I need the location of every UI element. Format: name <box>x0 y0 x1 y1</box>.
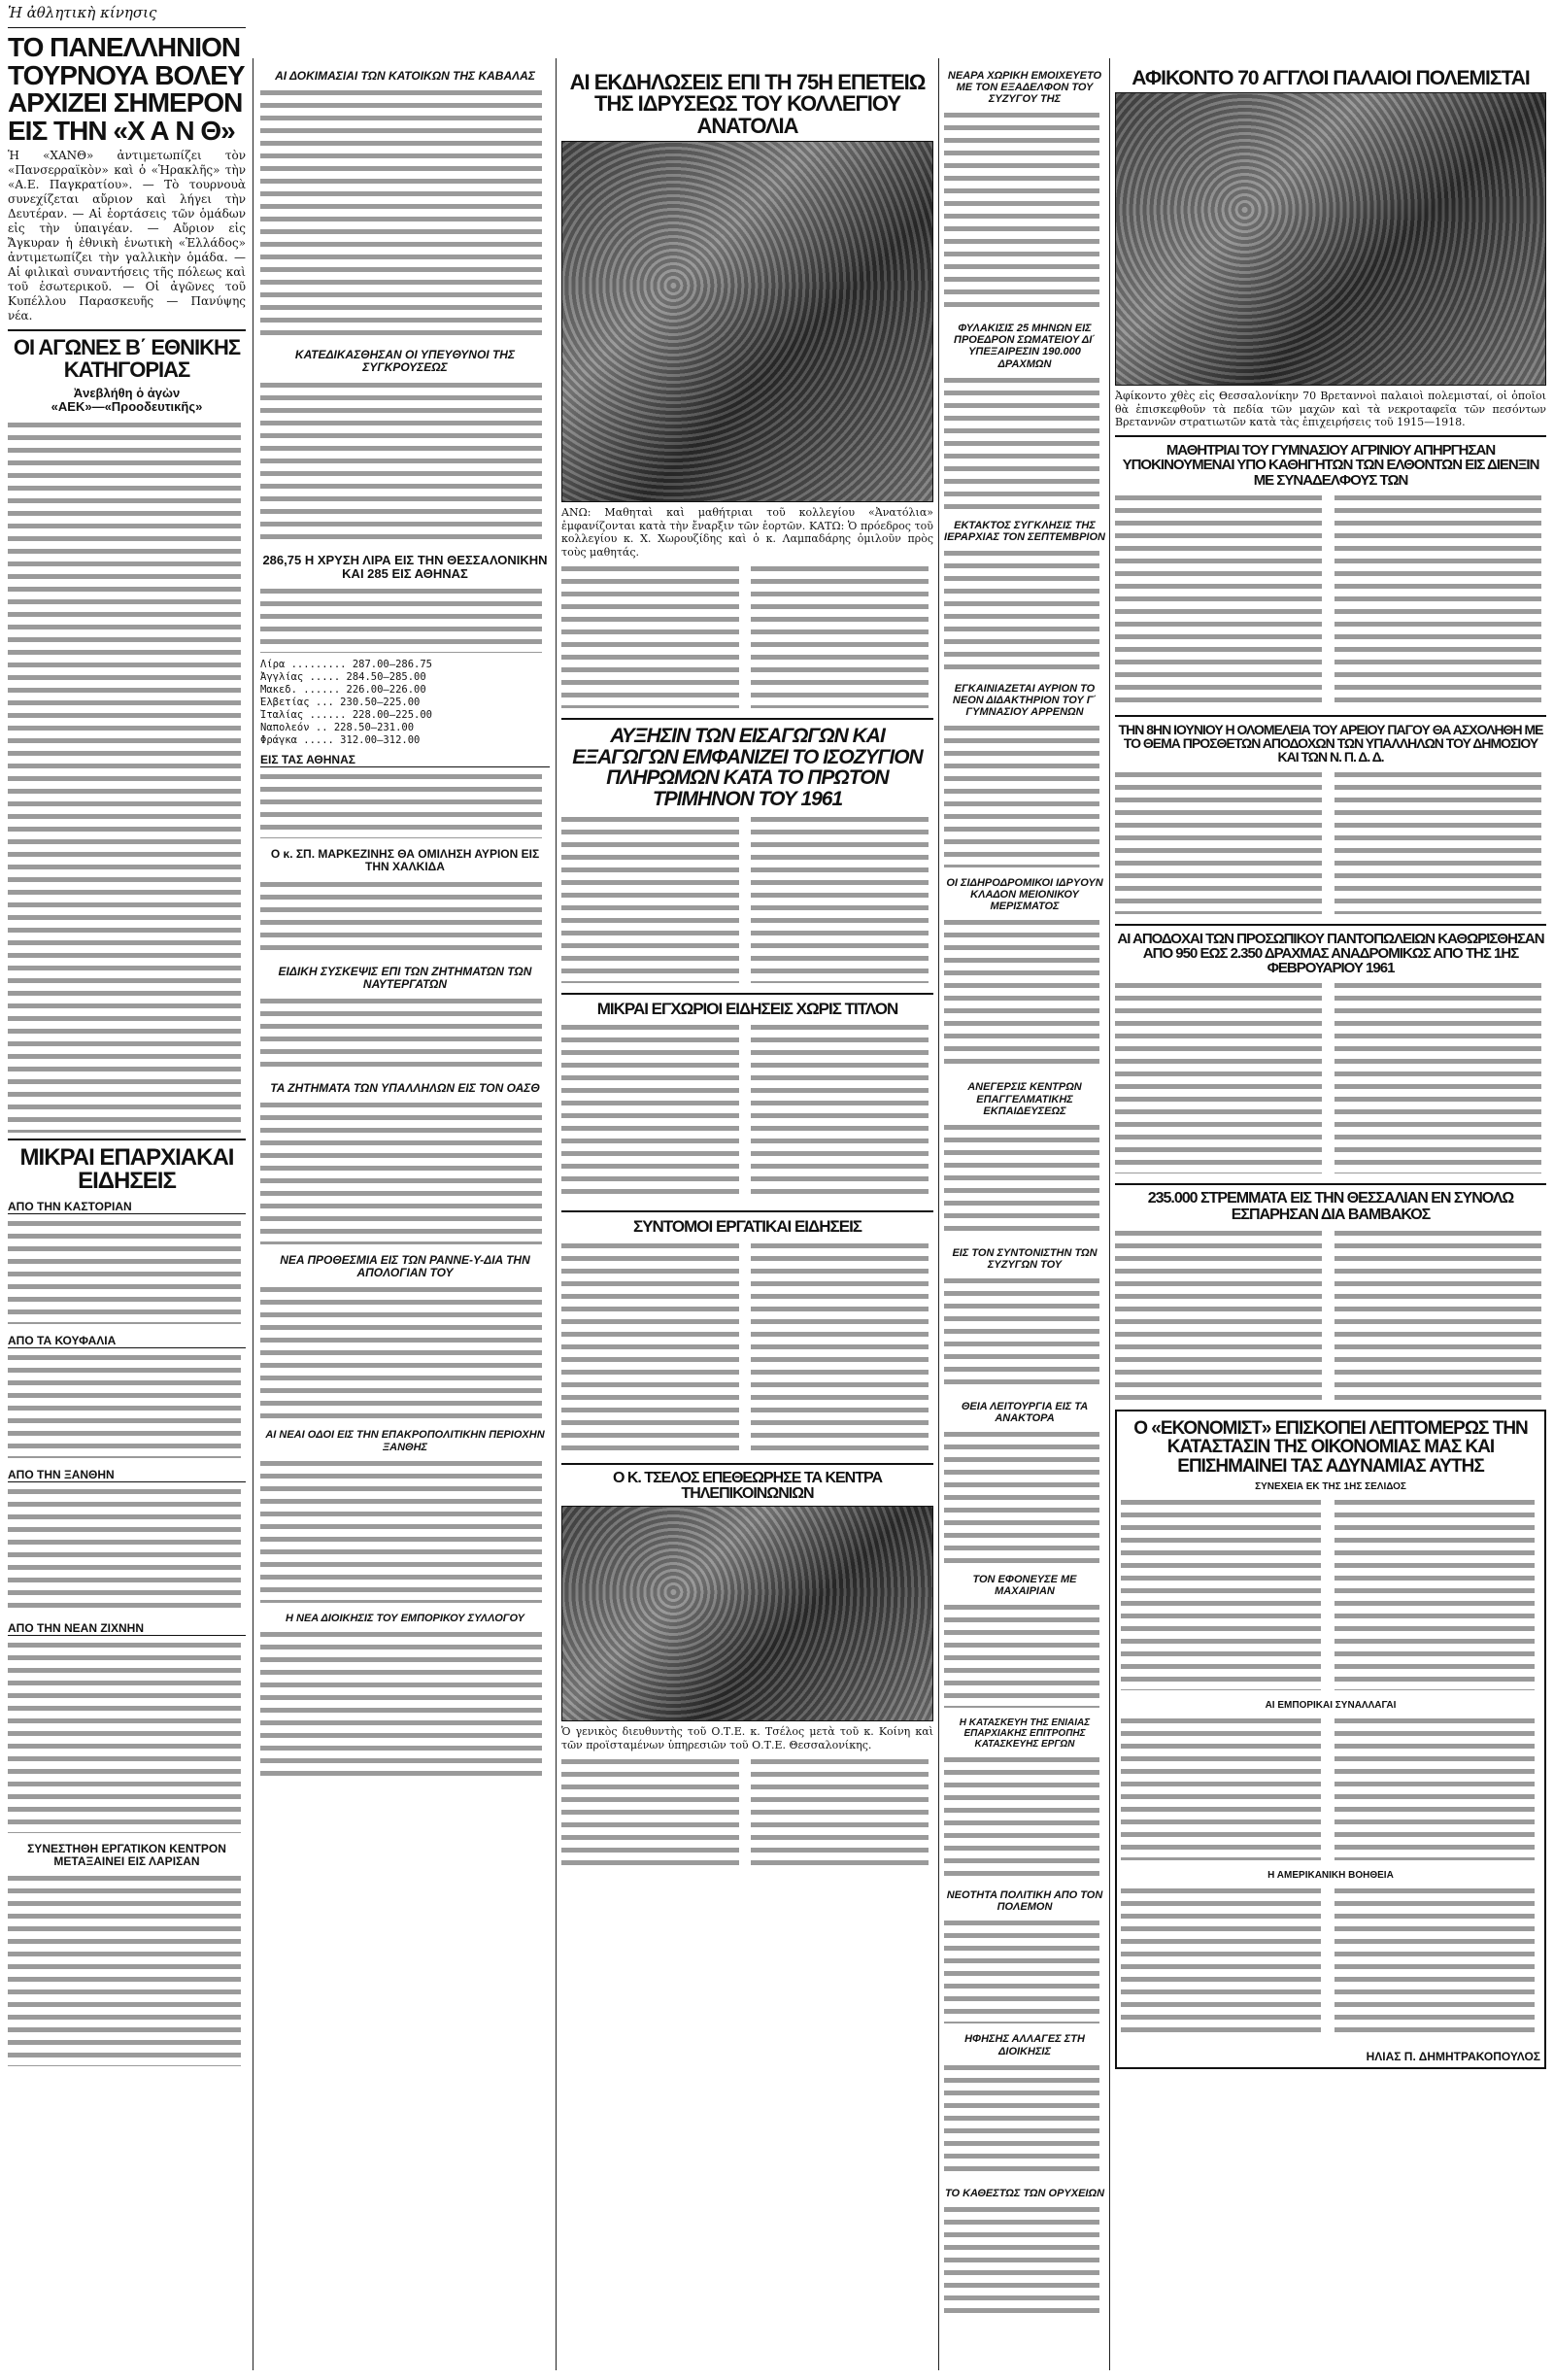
price-row: Ναπολεόν .. 228.50—231.00 <box>260 722 415 734</box>
text-lines <box>260 878 550 956</box>
headline-areios-pagos: ΤΗΝ 8ΗΝ ΙΟΥΝΙΟΥ Η ΟΛΟΜΕΛΕΙΑ ΤΟΥ ΑΡΕΙΟΥ ΠΑΓΟΥ ΘΑ ΑΣΧΟΛΗΘΗ ΜΕ ΤΟ ΘΕΜΑ ΠΡΟΣΘΕΤΩΝ ΑΠΟΔΟΧΩΝ ΤΩΝ ΥΠΑΛΛΗΛΩΝ ΤΟΥ ΔΗΜΟΣΙΟΥ ΚΑΙ ΤΩΝ Ν. Π. Δ. Δ. <box>1118 721 1543 765</box>
headline-imports: ΑΥΞΗΣΙΝ ΤΩΝ ΕΙΣΑΓΩΓΩΝ ΚΑΙ ΕΞΑΓΩΓΩΝ ΕΜΦΑΝΙΖΕΙ ΤΟ ΙΣΟΖΥΓΙΟΝ ΠΛΗΡΩΜΩΝ ΚΑΤΑ ΤΟ ΠΡΩΤΟΝ ΤΡΙΜΗΝΟΝ ΤΟΥ 1961 <box>572 725 923 810</box>
headline-oasth: ΤΑ ΖΗΤΗΜΑΤΑ ΤΩΝ ΥΠΑΛΛΗΛΩΝ ΕΙΣ ΤΟΝ ΟΑΣΘ <box>270 1080 540 1095</box>
headline-tselos: Ο Κ. ΤΣΕΛΟΣ ΕΠΕΘΕΩΡΗΣΕ ΤΑ ΚΕΝΤΡΑ ΤΗΛΕΠΙΚΟΙΝΩΝΙΩΝ <box>612 1469 883 1502</box>
text-lines <box>944 1275 1105 1391</box>
byline-xanthi: ΑΠΟ ΤΗΝ ΞΑΝΘΗΝ <box>8 1468 246 1482</box>
headline-convicted: ΚΑΤΕΔΙΚΑΣΘΗΣΑΝ ΟΙ ΥΠΕΥΘΥΝΟΙ ΤΗΣ ΣΥΓΚΡΟΥΣΕΩΣ <box>294 348 516 375</box>
headline-hierarchy: ΕΚΤΑΚΤΟΣ ΣΥΓΚΛΗΣΙΣ ΤΗΣ ΙΕΡΑΡΧΙΑΣ ΤΟΝ ΣΕΠΤΕΜΒΡΙΟΝ <box>944 519 1105 543</box>
column-rule <box>938 58 939 2370</box>
lede-volley: Ἡ «ΧΑΝΘ» ἀντιμετωπίζει τὸν «Πανσερραϊκὸν» καὶ ὁ «Ἡρακλῆς» τὴν «Α.Ε. Παγκρατίου». — Τὸ τουρνουὰ συνεχίζεται αὔριον καὶ λήγει τὴν Δευτέραν. — Αἱ ἑορτάσεις τῶν ὁμάδων εἰς τὴν ὑπαιγέαν. — Αὔριον εἰς Ἄγκυραν ἡ ἐθνικὴ ἑνωτικὴ «Ἑλλάδος» ἀντιμετωπίζει τὴν γαλλικὴν ὁμάδα. — Αἱ φιλικαὶ συναντήσεις τῆς πόλεως καὶ τοῦ ἐσωτερικοῦ. — Οἱ ἀγῶνες τοῦ Κυπέλλου Παρασκευῆς — Πανύψης νέα. <box>8 149 246 323</box>
headline-kavala: ΑΙ ΔΟΚΙΜΑΣΙΑΙ ΤΩΝ ΚΑΤΟΙΚΩΝ ΤΗΣ ΚΑΒΑΛΑΣ <box>275 69 535 83</box>
text-lines <box>1121 1885 1538 2040</box>
text-lines <box>561 1021 933 1201</box>
divider <box>561 718 933 720</box>
text-lines <box>944 2203 1105 2320</box>
text-lines <box>260 1283 550 1419</box>
headline-school: ΕΓΚΑΙΝΙΑΖΕΤΑΙ ΑΥΡΙΟΝ ΤΟ ΝΕΟΝ ΔΙΔΑΚΤΗΡΙΟΝ ΤΟΥ Γ΄ ΓΥΜΝΑΣΙΟΥ ΑΡΡΕΝΩΝ <box>952 682 1098 719</box>
headline-vocational: ΑΝΕΓΕΡΣΙΣ ΚΕΝΤΡΩΝ ΕΠΑΓΓΕΛΜΑΤΙΚΗΣ ΕΚΠΑΙΔΕΥΣΕΩΣ <box>967 1081 1082 1117</box>
photo-anatolia-students <box>561 141 933 502</box>
text-lines <box>561 813 933 983</box>
headline-anatolia: ΑΙ ΕΚΔΗΛΩΣΕΙΣ ΕΠΙ ΤΗ 75Η ΕΠΕΤΕΙΩ ΤΗΣ ΙΔΡΥΣΕΩΣ ΤΟΥ ΚΟΛΛΕΓΙΟΥ ΑΝΑΤΟΛΙΑ <box>569 70 926 138</box>
divider <box>1115 924 1546 926</box>
headline-knife: ΤΟΝ ΕΦΟΝΕΥΣΕ ΜΕ ΜΑΧΑΙΡΙΑΝ <box>972 1574 1077 1598</box>
divider <box>1115 1183 1546 1185</box>
headline-admin: ΗΦΗΣΗΣ ΑΛΛΑΓΕΣ ΣΤΗ ΔΙΟΙΚΗΣΙΣ <box>964 2033 1085 2057</box>
caption-anatolia: ΑΝΩ: Μαθηταὶ καὶ μαθήτριαι τοῦ κολλεγίου «Ἀνατόλια» ἐμφανίζονται κατὰ τὴν ἔναρξιν τῶν ἑορτῶν. ΚΑΤΩ: Ὁ πρόεδρος τοῦ κολλεγίου κ. Χ. Χωρουζίδης καὶ ὁ κ. Λαμπαδάρης ὁμιλοῦν πρὸς τοὺς μαθητάς. <box>561 506 933 559</box>
headline-adultery: ΝΕΑΡΑ ΧΩΡΙΚΗ ΕΜΟΙΧΕΥΕΤΟ ΜΕ ΤΟΝ ΕΞΑΔΕΛΦΟΝ ΤΟΥ ΣΥΖΥΓΟΥ ΤΗΣ <box>947 70 1102 106</box>
article-body <box>8 419 246 1133</box>
caption-veterans: Ἀφίκοντο χθὲς εἰς Θεσσαλονίκην 70 Βρεταννοὶ παλαιοὶ πολεμισταί, οἱ ὁποῖοι θὰ ἐπισκεφθοῦν τὰ πεδία τῶν μαχῶν καὶ τὰ νεκροταφεῖα τῶν πεσόντων Βρεταννῶν στρατιωτῶν κατὰ τὰς ἐπιχειρήσεις τοῦ 1915—1918. <box>1115 390 1546 429</box>
text-lines <box>8 1351 246 1458</box>
price-row: Ἰταλίας ...... 228.00—225.00 <box>260 709 433 722</box>
price-row: Ἀγγλίας ..... 284.50—285.00 <box>260 671 426 684</box>
byline-koufalia: ΑΠΟ ΤΑ ΚΟΥΦΑΛΙΑ <box>8 1334 246 1348</box>
text-lines <box>1115 1227 1546 1402</box>
section-kicker: Ἡ ἀθλητικὴ κίνησις <box>8 4 157 21</box>
byline-athens: ΕΙΣ ΤΑΣ ΑΘΗΝΑΣ <box>260 753 550 767</box>
headline-xanthi-roads: ΑΙ ΝΕΑΙ ΟΔΟΙ ΕΙΣ ΤΗΝ ΕΠΑΚΡΟΠΟΛΙΤΙΚΗΝ ΠΕΡΙΟΧΗΝ ΞΑΝΘΗΣ <box>265 1429 545 1453</box>
text-lines <box>260 1628 550 1784</box>
gold-price-table <box>260 659 550 747</box>
photo-tselos-group <box>561 1506 933 1721</box>
headline-cotton: 235.000 ΣΤΡΕΜΜΑΤΑ ΕΙΣ ΤΗΝ ΘΕΣΣΑΛΙΑΝ ΕΝ ΣΥΝΟΛΩ ΕΣΠΑΡΗΣΑΝ ΔΙΑ ΒΑΜΒΑΚΟΣ <box>1147 1190 1514 1223</box>
headline-mines: ΤΟ ΚΑΘΕΣΤΩΣ ΤΩΝ ΟΡΥΧΕΙΩΝ <box>944 2187 1105 2199</box>
subhead-continued: ΣΥΝΕΧΕΙΑ ΕΚ ΤΗΣ 1ΗΣ ΣΕΛΙΔΟΣ <box>1255 1481 1406 1493</box>
column-news-5 <box>1115 0 1546 2375</box>
text-lines <box>8 1485 246 1612</box>
text-lines <box>260 1099 550 1244</box>
headline-labour-news: ΣΥΝΤΟΜΟΙ ΕΡΓΑΤΙΚΑΙ ΕΙΔΗΣΕΙΣ <box>633 1217 861 1237</box>
headline-seamen: ΕΙΔΙΚΗ ΣΥΣΚΕΨΙΣ ΕΠΙ ΤΩΝ ΖΗΤΗΜΑΤΩΝ ΤΩΝ ΝΑΥΤΕΡΓΑΤΩΝ <box>278 964 532 991</box>
column-sports <box>8 0 246 2375</box>
headline-grocery-staff: ΑΙ ΑΠΟΔΟΧΑΙ ΤΩΝ ΠΡΟΣΩΠΙΚΟΥ ΠΑΝΤΟΠΩΛΕΙΩΝ ΚΑΘΩΡΙΣΘΗΣΑΝ ΑΠΟ 950 ΕΩΣ 2.350 ΔΡΑΧΜΑΣ ΑΝΑΔΡΟΜΙΚΩΣ ΑΠΟ ΤΗΣ 1ΗΣ ΦΕΒΡΟΥΑΡΙΟΥ 1961 <box>1117 930 1544 977</box>
text-lines <box>8 1217 246 1324</box>
author-signature: ΗΛΙΑΣ Π. ΔΗΜΗΤΡΑΚΟΠΟΥΛΟΣ <box>1366 2050 1540 2064</box>
headline-committee: Η ΚΑΤΑΣΚΕΥΗ ΤΗΣ ΕΝΙΑΙΑΣ ΕΠΑΡΧΙΑΚΗΣ ΕΠΙΤΡΟΠΗΣ ΚΑΤΑΣΚΕΥΗΣ ΕΡΓΩΝ <box>959 1717 1091 1751</box>
column-news-2 <box>260 0 550 2375</box>
text-lines <box>8 419 246 1133</box>
divider <box>561 1463 933 1465</box>
headline-youth: ΝΕΟΤΗΤΑ ΠΟΛΙΤΙΚΗ ΑΠΟ ΤΟΝ ΠΟΛΕΜΟΝ <box>946 1889 1103 1914</box>
headline-b-national: ΟΙ ΑΓΩΝΕΣ Β΄ ΕΘΝΙΚΗΣ ΚΑΤΗΓΟΡΙΑΣ <box>13 335 241 382</box>
headline-deadline: ΝΕΑ ΠΡΟΘΕΣΜΙΑ ΕΙΣ ΤΩΝ ΡΑΝΝΕ-Υ-ΔΙΑ ΤΗΝ ΑΠΟΛΟΓΙΑΝ ΤΟΥ <box>280 1253 530 1280</box>
text-lines <box>8 1639 246 1833</box>
byline-nea-zichni: ΑΠΟ ΤΗΝ ΝΕΑΝ ΖΙΧΝΗΝ <box>8 1621 246 1636</box>
text-lines <box>944 547 1105 673</box>
price-row: Ἑλβετίας ... 230.50—225.00 <box>260 697 421 709</box>
text-lines <box>944 374 1105 510</box>
text-lines <box>260 585 550 653</box>
text-lines <box>260 86 550 339</box>
caption-tselos: Ὁ γενικὸς διευθυντὴς τοῦ Ο.Τ.Ε. κ. Τσέλος μετὰ τοῦ κ. Κοίνη καὶ τῶν προϊσταμένων ὑπηρεσιῶν τοῦ Ο.Τ.Ε. Θεσσαλονίκης. <box>561 1725 933 1751</box>
text-lines <box>260 770 550 838</box>
divider <box>1115 435 1546 437</box>
headline-veterans: ΑΦΙΚΟΝΤΟ 70 ΑΓΓΛΟΙ ΠΑΛΑΙΟΙ ΠΟΛΕΜΙΣΤΑΙ <box>1132 67 1530 89</box>
text-lines <box>944 2061 1105 2178</box>
divider <box>8 1139 246 1140</box>
text-lines <box>944 1601 1105 1708</box>
text-lines <box>944 916 1105 1071</box>
text-lines <box>1115 768 1546 914</box>
divider <box>8 27 246 28</box>
text-lines <box>944 1753 1105 1880</box>
text-lines <box>944 1121 1105 1238</box>
text-lines <box>561 562 933 708</box>
photo-british-veterans <box>1115 92 1546 386</box>
price-row: Μακεδ. ...... 226.00—226.00 <box>260 684 426 697</box>
text-lines <box>1121 1715 1538 1860</box>
column-news-4 <box>944 0 1105 2375</box>
column-rule <box>556 58 557 2370</box>
economist-box <box>1115 1410 1546 2069</box>
column-news-3 <box>561 0 933 2375</box>
text-lines <box>944 109 1105 313</box>
headline-economist: Ο «ΕΚΟΝΟΜΙΣΤ» ΕΠΙΣΚΟΠΕΙ ΛΕΠΤΟΜΕΡΩΣ ΤΗΝ ΚΑΤΑΣΤΑΣΙΝ ΤΗΣ ΟΙΚΟΝΟΜΙΑΣ ΜΑΣ ΚΑΙ ΕΠΙΣΗΜΑΙΝΕΙ ΤΑΣ ΑΔΥΝΑΜΙΑΣ ΑΥΤΗΣ <box>1133 1418 1528 1477</box>
price-row: Φράγκα ..... 312.00—312.00 <box>260 734 421 747</box>
text-lines <box>1115 979 1546 1173</box>
divider <box>561 993 933 995</box>
text-lines <box>561 1755 933 1872</box>
text-lines <box>260 379 550 544</box>
text-lines <box>8 1872 246 2066</box>
headline-volley: ΤΟ ΠΑΝΕΛΛΗΝΙΟΝ ΤΟΥΡΝΟΥΑ ΒΟΛΕΥ ΑΡΧΙΖΕΙ ΣΗΜΕΡΟΝ ΕΙΣ ΤΗΝ «Χ Α Ν Θ» <box>8 32 245 146</box>
text-lines <box>944 1917 1105 2023</box>
headline-merchants: Η ΝΕΑ ΔΙΟΙΚΗΣΙΣ ΤΟΥ ΕΜΠΟΡΙΚΟΥ ΣΥΛΛΟΓΟΥ <box>286 1612 524 1624</box>
divider <box>1115 715 1546 717</box>
divider <box>561 1210 933 1212</box>
headline-markezinis: Ο κ. ΣΠ. ΜΑΡΚΕΖΙΝΗΣ ΘΑ ΟΜΙΛΗΣΗ ΑΥΡΙΟΝ ΕΙΣ ΤΗΝ ΧΑΛΚΙΔΑ <box>270 847 540 874</box>
headline-embezzlement: ΦΥΛΑΚΙΣΙΣ 25 ΜΗΝΩΝ ΕΙΣ ΠΡΟΕΔΡΟΝ ΣΩΜΑΤΕΙΟΥ ΔΙ΄ ΥΠΕΞΑΙΡΕΣΙΝ 190.000 ΔΡΑΧΜΩΝ <box>954 323 1096 370</box>
headline-larisa: ΣΥΝΕΣΤΗΘΗ ΕΡΓΑΤΙΚΟΝ ΚΕΝΤΡΟΝ ΜΕΤΑΞΑΙΝΕΙ ΕΙΣ ΛΑΡΙΣΑΝ <box>27 1841 226 1868</box>
headline-liturgy: ΘΕΙΑ ΛΕΙΤΟΥΡΓΙΑ ΕΙΣ ΤΑ ΑΝΑΚΤΟΡΑ <box>961 1400 1089 1424</box>
text-lines <box>944 722 1105 867</box>
text-lines <box>561 1240 933 1453</box>
text-lines <box>260 995 550 1072</box>
headline-railway: ΟΙ ΣΙΔΗΡΟΔΡΟΜΙΚΟΙ ΙΔΡΥΟΥΝ ΚΛΑΔΟΝ ΜΕΙΟΝΙΚΟΥ ΜΕΡΙΣΜΑΤΟΣ <box>946 877 1103 913</box>
price-row: Λίρα ......... 287.00—286.75 <box>260 659 433 671</box>
text-lines <box>1121 1496 1538 1690</box>
headline-spouses: ΕΙΣ ΤΟΝ ΣΥΝΤΟΝΙΣΤΗΝ ΤΩΝ ΣΥΖΥΓΩΝ ΤΟΥ <box>952 1246 1098 1271</box>
text-lines <box>944 1428 1105 1564</box>
headline-provincial: ΜΙΚΡΑΙ ΕΠΑΡΧΙΑΚΑΙ ΕΙΔΗΣΕΙΣ <box>19 1143 234 1195</box>
divider <box>8 329 246 331</box>
text-lines <box>260 1457 550 1603</box>
subhead-american-aid: Η ΑΜΕΡΙΚΑΝΙΚΗ ΒΟΗΘΕΙΑ <box>1267 1870 1394 1882</box>
headline-agrinio: ΜΑΘΗΤΡΙΑΙ ΤΟΥ ΓΥΜΝΑΣΙΟΥ ΑΓΡΙΝΙΟΥ ΑΠΗΡΓΗΣΑΝ ΥΠΟΚΙΝΟΥΜΕΝΑΙ ΥΠΟ ΚΑΘΗΓΗΤΩΝ ΤΩΝ ΕΛΘΟΝΤΩΝ ΕΙΣ ΔΙΕΝΞΙΝ ΜΕ ΣΥΝΑΔΕΛΦΟΥΣ ΤΩΝ <box>1122 441 1539 489</box>
column-rule <box>1109 58 1110 2370</box>
text-lines <box>1115 492 1546 705</box>
subhead-trade: ΑΙ ΕΜΠΟΡΙΚΑΙ ΣΥΝΑΛΛΑΓΑΙ <box>1265 1700 1397 1712</box>
headline-small-news: ΜΙΚΡΑΙ ΕΓΧΩΡΙΟΙ ΕΙΔΗΣΕΙΣ ΧΩΡΙΣ ΤΙΤΛΟΝ <box>596 999 898 1018</box>
byline-kastoria: ΑΠΟ ΤΗΝ ΚΑΣΤΟΡΙΑΝ <box>8 1200 246 1214</box>
subhead-aek: Ἀνεβλήθη ὁ ἀγὼν «ΑΕΚ»—«Προοδευτικῆς» <box>51 386 203 415</box>
headline-gold-pound: 286,75 Η ΧΡΥΣΗ ΛΙΡΑ ΕΙΣ ΤΗΝ ΘΕΣΣΑΛΟΝΙΚΗΝ ΚΑΙ 285 ΕΙΣ ΑΘΗΝΑΣ <box>262 552 548 581</box>
